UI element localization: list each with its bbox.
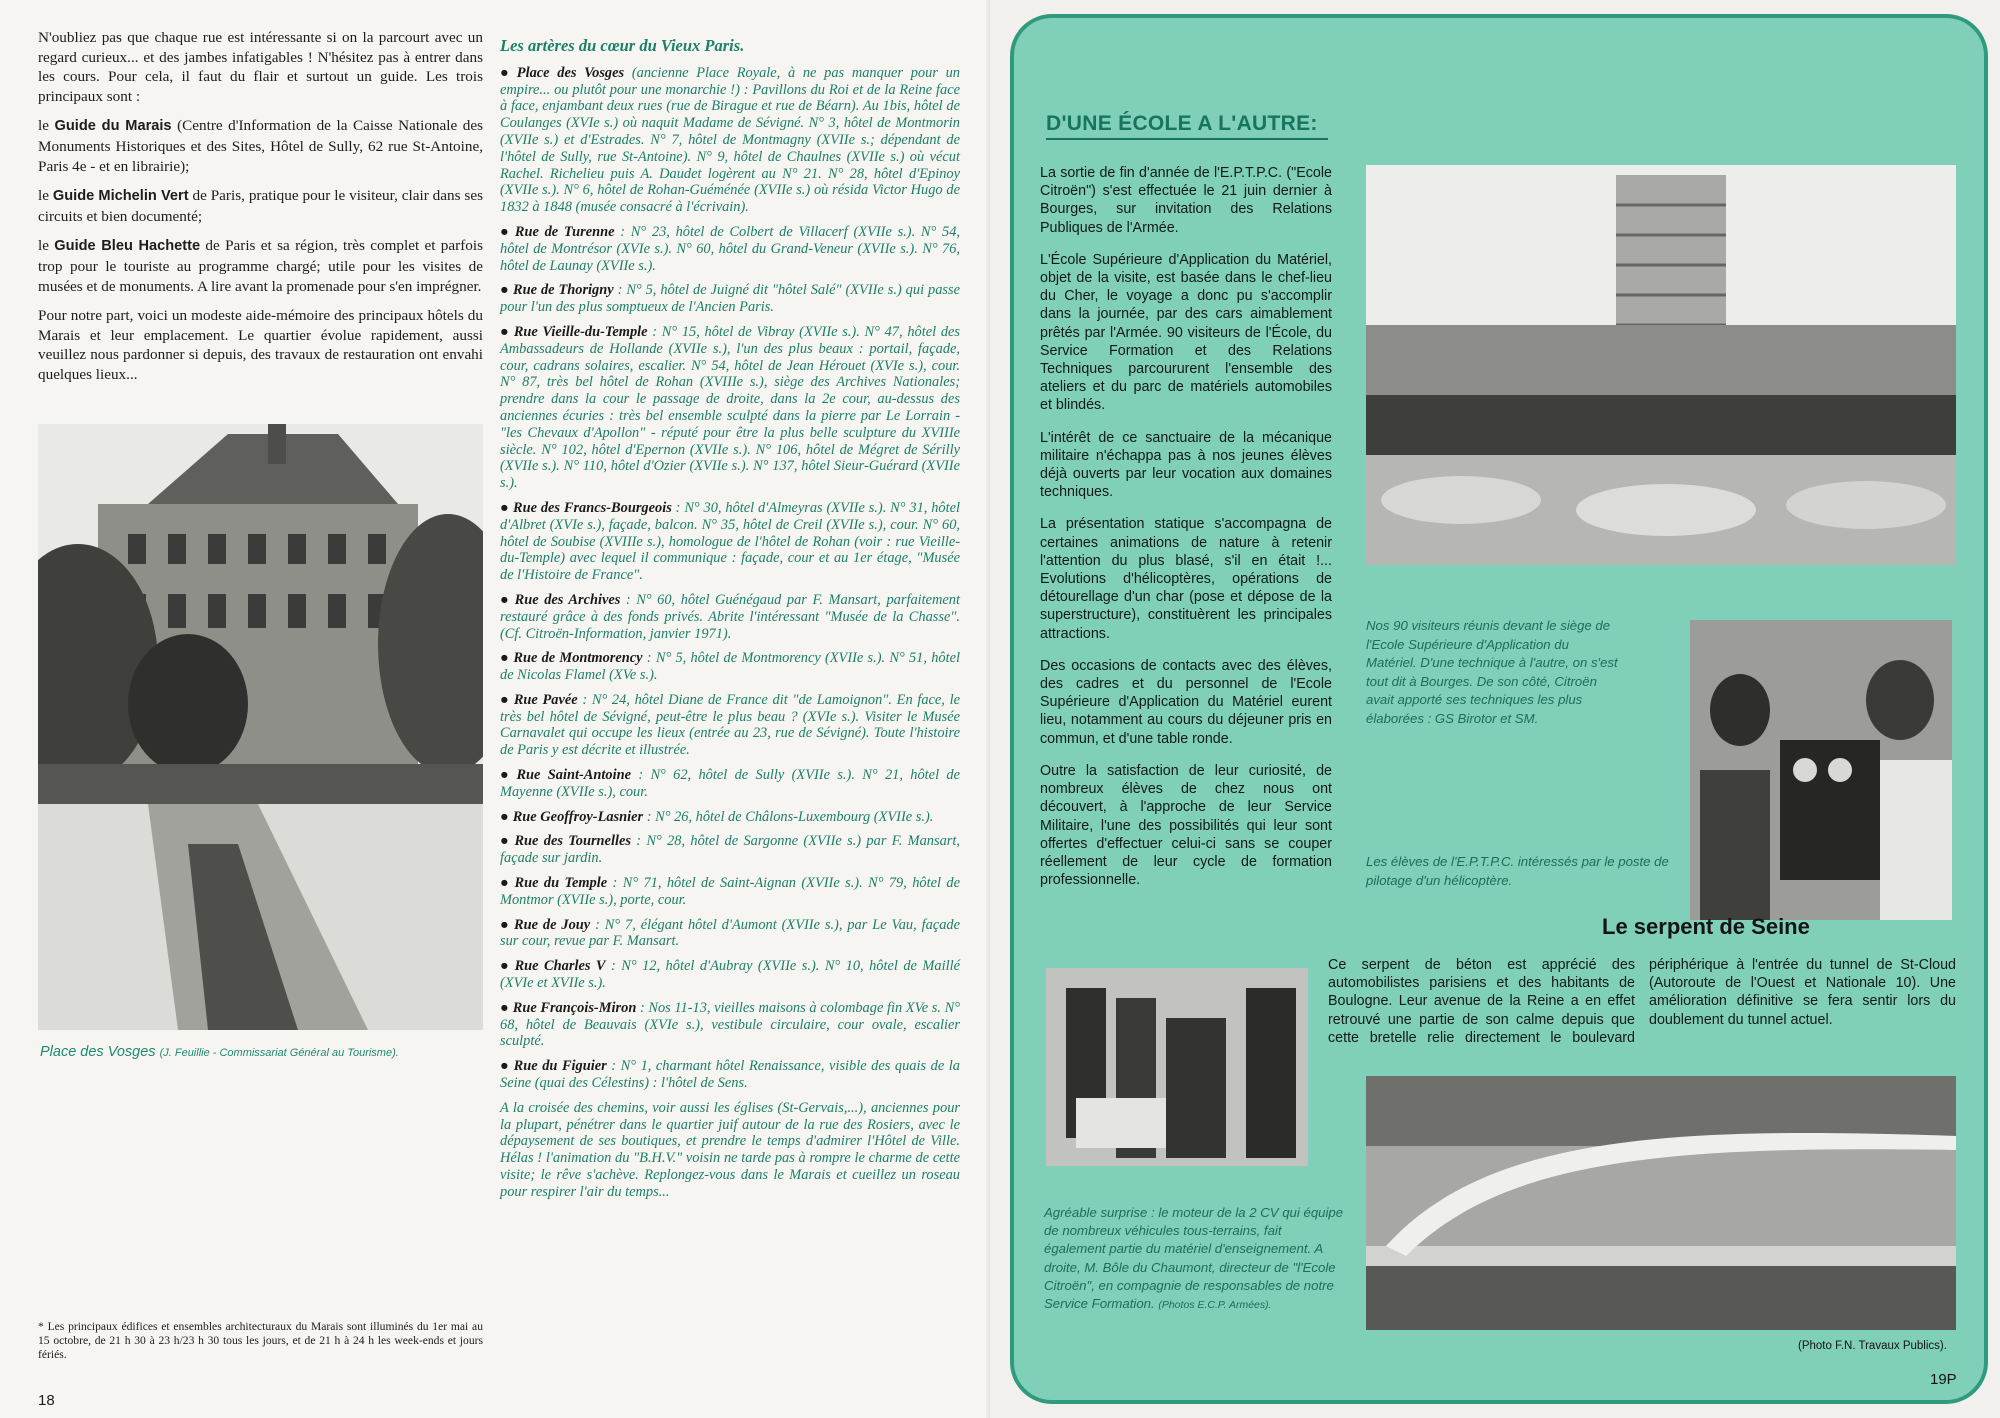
bullet-icon: ● <box>500 691 510 708</box>
street-name: Rue des Francs-Bourgeois <box>512 499 672 516</box>
street-entry <box>500 1000 960 1050</box>
bullet-icon: ● <box>500 650 510 667</box>
street-name: Place des Vosges <box>516 64 625 81</box>
caption-credit: (Photos E.C.P. Armées). <box>1158 1299 1272 1312</box>
school-group-photo <box>1366 165 1956 565</box>
article-paragraph: L'École Supérieure d'Application du Matériel, objet de la visite, est basée dans le chef-lieu du Cher, le voyage a donc pu s'accomplir dans la journée, par des cars aimablement prêtés par l'Armée. 90 visiteurs de l'École, du Service Formation et des Relations Techniques parcoururent l'ensemble des ateliers et du parc de matériels automobiles et blindés. <box>1040 251 1332 414</box>
street-name: Rue de Montmorency <box>513 650 643 667</box>
guide-name: Guide du Marais <box>54 118 172 135</box>
guide-prefix: le <box>38 237 55 255</box>
streets-closing: A la croisée des chemins, voir aussi les églises (St-Gervais,...), anciennes pour la plupart, pénétrer dans le quartier juif autour de la rue des Rosiers, avec le dépaysement de ses boutiques, et prendre le temps d'admirer l'Hôtel de Ville. Hélas ! l'animation du "B.H.V." voisin ne tarde pas à rompre le charme de cette visite; le rêve s'achève. Replongez-vous dans le Marais et cueillez un roseau pour respirer l'air du temps... <box>500 1099 960 1200</box>
article-paragraph: La présentation statique s'accompagna de certaines animations de nature à retenir l'attention du plus blasé, s'il en était !... Evolutions d'hélicoptères, opérations de détourellage d'un char (pose et dépose de la superstructure), constituèrent les principales attractions. <box>1040 516 1332 642</box>
title-underline <box>1046 138 1328 140</box>
street-entry <box>500 592 960 642</box>
street-entry <box>500 282 960 316</box>
bridge-illustration <box>1366 1076 1956 1330</box>
street-entry <box>500 65 960 216</box>
guide-marais <box>38 116 483 176</box>
cockpit-illustration <box>1690 620 1952 920</box>
helicopter-cockpit-photo <box>1690 620 1952 920</box>
serpent-text: Ce serpent de béton est apprécié des automobilistes parisiens et des habitants de Boulogne. Leur avenue de la Reine a en effet retrouvé une partie de son calme depuis que cette bretelle relie directement le boulevard périphérique à l'entrée du tunnel de St-Cloud (Autoroute de l'Ouest et Nationale 10). Une amélioration définitive se fera sentir lors du doublement du tunnel actuel. <box>1328 957 1956 1046</box>
street-description: : Nos 11-13, vieilles maisons à colombage fin XVe s. N° 68, hôtel de Beauvais (XVIe s.), vestibule circulaire, cour ovale, escalier sculpté. <box>500 999 960 1050</box>
street-name: Rue Saint-Antoine <box>516 767 631 784</box>
footnote: * Les principaux édifices et ensembles architecturaux du Marais sont illuminés du 1er mai au 15 octobre, de 21 h 30 à 23 h/23 h 30 tous les jours, et de 21 h à 24 h les week-ends et jours fériés. <box>38 1320 483 1362</box>
bridge-photo-credit: (Photo F.N. Travaux Publics). <box>1798 1340 1947 1352</box>
caption-credit: (J. Feuillie - Commissariat Général au Tourisme). <box>159 1047 399 1059</box>
street-description: : N° 26, hôtel de Châlons-Luxembourg (XVIIe s.). <box>643 808 934 825</box>
place-des-vosges-photo <box>38 424 483 1030</box>
bullet-icon: ● <box>500 833 511 850</box>
bullet-icon: ● <box>500 808 509 825</box>
street-name: Rue François-Miron <box>512 999 637 1016</box>
street-description: : N° 12, hôtel d'Aubray (XVIIe s.). N° 10, hôtel de Maillé (XVIe et XVIIe s.). <box>500 958 960 992</box>
engine-photo <box>1046 968 1308 1166</box>
article-title: D'UNE ÉCOLE A L'AUTRE: <box>1046 112 1318 135</box>
street-name: Rue du Temple <box>514 875 608 892</box>
article-paragraph: L'intérêt de ce sanctuaire de la mécanique militaire n'échappa pas à nos jeunes élèves déjà ouverts par leur vocation aux domaines techniques. <box>1040 429 1332 501</box>
streets-title: Les artères du cœur du Vieux Paris. <box>500 36 745 55</box>
guide-text: de Paris et sa région, très complet et parfois trop pour le touriste au programme chargé; utile pour les visites de musées et de monuments. A lire avant la promenade pour s'en imprégner. <box>38 237 483 295</box>
bullet-icon: ● <box>500 1058 510 1075</box>
intro-closing: Pour notre part, voici un modeste aide-mémoire des principaux hôtels du Marais et leur emplacement. Le quartier évolue rapidement, aussi veuillez nous pardonner si depuis, des travaux de restauration ont envahi quelques lieux... <box>38 307 483 383</box>
bullet-icon: ● <box>500 767 513 784</box>
guide-prefix: le <box>38 117 55 135</box>
school-building-illustration <box>1366 165 1956 565</box>
bullet-icon: ● <box>500 64 513 81</box>
bullet-icon: ● <box>500 499 509 516</box>
street-description: : N° 5, hôtel de Montmorency (XVIIe s.). N° 51, hôtel de Nicolas Flamel (XVe s.). <box>500 650 960 684</box>
streets-column <box>500 38 960 1201</box>
street-entry <box>500 809 960 826</box>
article-paragraph: Des occasions de contacts avec des élèves, des cadres et du personnel de l'Ecole Supérieure d'Application du Matériel eurent lieu, notamment au cours du déjeuner pris en commun, et d'une table ronde. <box>1040 657 1332 747</box>
street-description: : N° 7, élégant hôtel d'Aumont (XVIIe s.), par Le Vau, façade sur cour, revue par F. Mansart. <box>500 916 960 950</box>
article-paragraph: La sortie de fin d'année de l'E.P.T.P.C. ("Ecole Citroën") s'est effectuée le 21 juin dernier à Bourges, sur invitation des Relations Publiques de l'Armée. <box>1040 165 1332 236</box>
bullet-icon: ● <box>500 591 511 608</box>
street-name: Rue de Turenne <box>514 223 615 240</box>
street-entry <box>500 500 960 584</box>
street-description: : N° 24, hôtel Diane de France dit "de Lamoignon". En face, le très bel hôtel de Sévigné, peut-être le plus beau ? (XVIe s.). Visiter le Musée Carnavalet qui occupe les lieux (entrée au 23, rue de Sévigné). Toute l'histoire de Paris y est décrite et illustrée. <box>500 691 960 759</box>
street-description: : N° 71, hôtel de Saint-Aignan (XVIIe s.). N° 79, hôtel de Montmor (XVIIe s.), porte, cour. <box>500 875 960 908</box>
caption-title: Place des Vosges <box>40 1044 156 1060</box>
school-photo-caption: Nos 90 visiteurs réunis devant le siège de l'Ecole Supérieure d'Application du Matériel. D'une technique à l'autre, on s'est tout dit à Bourges. De son côté, Citroën avait apporté ses techniques les plus élaborées : GS Birotor et SM. <box>1366 618 1618 726</box>
street-description: : N° 23, hôtel de Colbert de Villacerf (XVIIe s.). N° 54, hôtel de Montrésor (XVIe s.). N° 60, hôtel du Grand-Veneur (XVIIe s.). N° 76, hôtel de Launay (XVIIe s.). <box>500 223 960 274</box>
intro-paragraph: N'oubliez pas que chaque rue est intéressante si on la parcourt avec un regard curieux... et des jambes infatigables ! N'hésitez pas à entrer dans les cours. Pour cela, il faut du flair et surtout un guide. Les trois principaux sont : <box>38 29 483 105</box>
guide-name: Guide Michelin Vert <box>52 188 189 205</box>
street-description: : N° 15, hôtel de Vibray (XVIIe s.). N° 47, hôtel des Ambassadeurs de Hollande (XVIIe s.), l'un des plus beaux : portail, façade, cour, cadrans solaires, escalier. N° 54, hôtel de Jean Hérouet (XVIe s.), cour. N° 87, très bel hôtel de Rohan (XVIIIe s.), siège des Archives Nationales; prendre dans la cour le passage de droite, dans la 2e cour, au-dessus des anciennes écuries : très bel ensemble sculpté dans la pierre par Le Lorrain - "les Chevaux d'Apollon" - réputé pour être la plus belle sculpture du XVIIIe siècle. N° 102, hôtel d'Epernon (XVIIe s.). N° 106, hôtel de Mégret de Sérilly (XVIIe s.). N° 110, hôtel d'Ozier (XVIIe s.). N° 137, hôtel Sieur-Guérard (XVIIe s.). <box>500 323 960 492</box>
street-entry <box>500 917 960 951</box>
street-name: Rue Charles V <box>514 958 606 975</box>
photo-caption <box>40 1044 510 1060</box>
street-entry <box>500 224 960 274</box>
intro-text <box>38 28 483 395</box>
street-entry <box>500 767 960 801</box>
street-description: : N° 30, hôtel d'Almeyras (XVIIe s.). N° 31, hôtel d'Albret (XVIe s.), façade, balcon. N° 35, hôtel de Creil (XVIIe s.), cour. N° 60, hôtel de Soubise (XVIIIe s.), homologue de l'hôtel de Rohan (voir : rue Vieille-du-Temple) avec lequel il communique : façade, cour et au 1er étage, "Musée de l'Histoire de France". <box>500 499 960 584</box>
bullet-icon: ● <box>500 999 509 1016</box>
serpent-subtitle: Le serpent de Seine <box>1602 914 1810 939</box>
street-entry <box>500 958 960 992</box>
street-description: : N° 60, hôtel Guénégaud par F. Mansart, parfaitement restauré grâce à des fonds privés. Abrite l'intéressant "Musée de la Chasse". (Cf. Citroën-Information, janvier 1971). <box>500 591 960 642</box>
guide-name: Guide Bleu Hachette <box>54 238 201 255</box>
street-entry <box>500 1058 960 1092</box>
street-entry <box>500 650 960 684</box>
street-name: Rue Geoffroy-Lasnier <box>512 808 644 825</box>
street-entry <box>500 833 960 867</box>
bullet-icon: ● <box>500 875 511 892</box>
bullet-icon: ● <box>500 916 510 933</box>
street-description: (ancienne Place Royale, à ne pas manquer pour un empire... ou plutôt pour une monarchie !) : Pavillons du Roi et de la Reine face à face, enjambant deux rues (rue de Birague et rue de Béarn). Au 1bis, hôtel de Coulanges (XVIe s.) où naquit Madame de Sévigné. N° 3, hôtel de Montmorin (XVIIe s.) et d'Estrades. N° 7, hôtel de Montmagny (XVIIe s.; dépendant de l'hôtel de Sully, rue St-Antoine). N° 9, hôtel de Chaulnes (XVIIe s.) où vécut Rachel. Richelieu puis A. Daudet logèrent au N° 21. N° 28, hôtel d'Epinoy (XVIIe s.). N° 6, hôtel de Rohan-Guéménée (XVIIe s.) où résida Victor Hugo de 1832 à 1848 (musée consacré à l'écrivain). <box>500 64 960 216</box>
street-description: : N° 1, charmant hôtel Renaissance, visible des quais de la Seine (quai des Célestins) : l'hôtel de Sens. <box>500 1058 960 1092</box>
guide-text: de Paris, pratique pour le visiteur, clair dans ses circuits et bien documenté; <box>38 187 483 225</box>
street-description: : N° 62, hôtel de Sully (XVIIe s.). N° 21, hôtel de Mayenne (XVIIe s.), cour. <box>500 767 960 800</box>
caption-text: Agréable surprise : le moteur de la 2 CV qui équipe de nombreux véhicules tous-terrains, fait également partie du matériel d'enseignement. A droite, M. Bôle du Chaumont, directeur de "l'Ecole Citroën", en compagnie de responsables de notre Service Formation. <box>1044 1205 1344 1312</box>
street-name: Rue de Jouy <box>514 916 591 933</box>
guide-bleu <box>38 236 483 296</box>
street-entry <box>500 324 960 492</box>
engine-illustration <box>1046 968 1308 1166</box>
street-entry <box>500 692 960 759</box>
street-name: Rue du Figuier <box>513 1058 607 1075</box>
street-name: Rue des Tournelles <box>514 833 631 850</box>
page-number-left: 18 <box>38 1392 55 1409</box>
bullet-icon: ● <box>500 223 511 240</box>
street-entry <box>500 875 960 909</box>
article-paragraph: Outre la satisfaction de leur curiosité, de nombreux élèves de chez nous ont découvert, à l'approche de leur Service Militaire, l'une des possibilités qui leur sont offertes d'effectuer celui-ci sans se couper réellement de leur cycle de formation professionnelle. <box>1040 762 1332 889</box>
bullet-icon: ● <box>500 323 510 340</box>
place-des-vosges-illustration <box>38 424 483 1030</box>
guide-text: (Centre d'Information de la Caisse Nationale des Monuments Historiques et des Sites, Hôtel de Sully, 62 rue St-Antoine, Paris 4e - et en librairie); <box>38 117 483 175</box>
helicopter-photo-caption: Les élèves de l'E.P.T.P.C. intéressés par le poste de pilotage d'un hélicoptère. <box>1366 854 1669 888</box>
street-name: Rue des Archives <box>514 591 621 608</box>
streets-list <box>500 65 960 1092</box>
guide-prefix: le <box>38 187 53 205</box>
article-text <box>1040 164 1332 903</box>
bullet-icon: ● <box>500 958 511 975</box>
street-name: Rue Vieille-du-Temple <box>513 323 648 340</box>
street-description: : N° 5, hôtel de Juigné dit "hôtel Salé" (XVIIe s.) qui passe pour l'un des plus somptueux de l'Ancien Paris. <box>500 282 960 316</box>
bridge-photo <box>1366 1076 1956 1330</box>
bullet-icon: ● <box>500 282 510 299</box>
street-description: : N° 28, hôtel de Sargonne (XVIIe s.) par F. Mansart, façade sur jardin. <box>500 833 960 867</box>
street-name: Rue Pavée <box>513 691 578 708</box>
guide-michelin <box>38 186 483 226</box>
page-number-right: 19P <box>1930 1371 1957 1388</box>
street-name: Rue de Thorigny <box>513 282 614 299</box>
engine-photo-caption <box>1044 1204 1344 1314</box>
